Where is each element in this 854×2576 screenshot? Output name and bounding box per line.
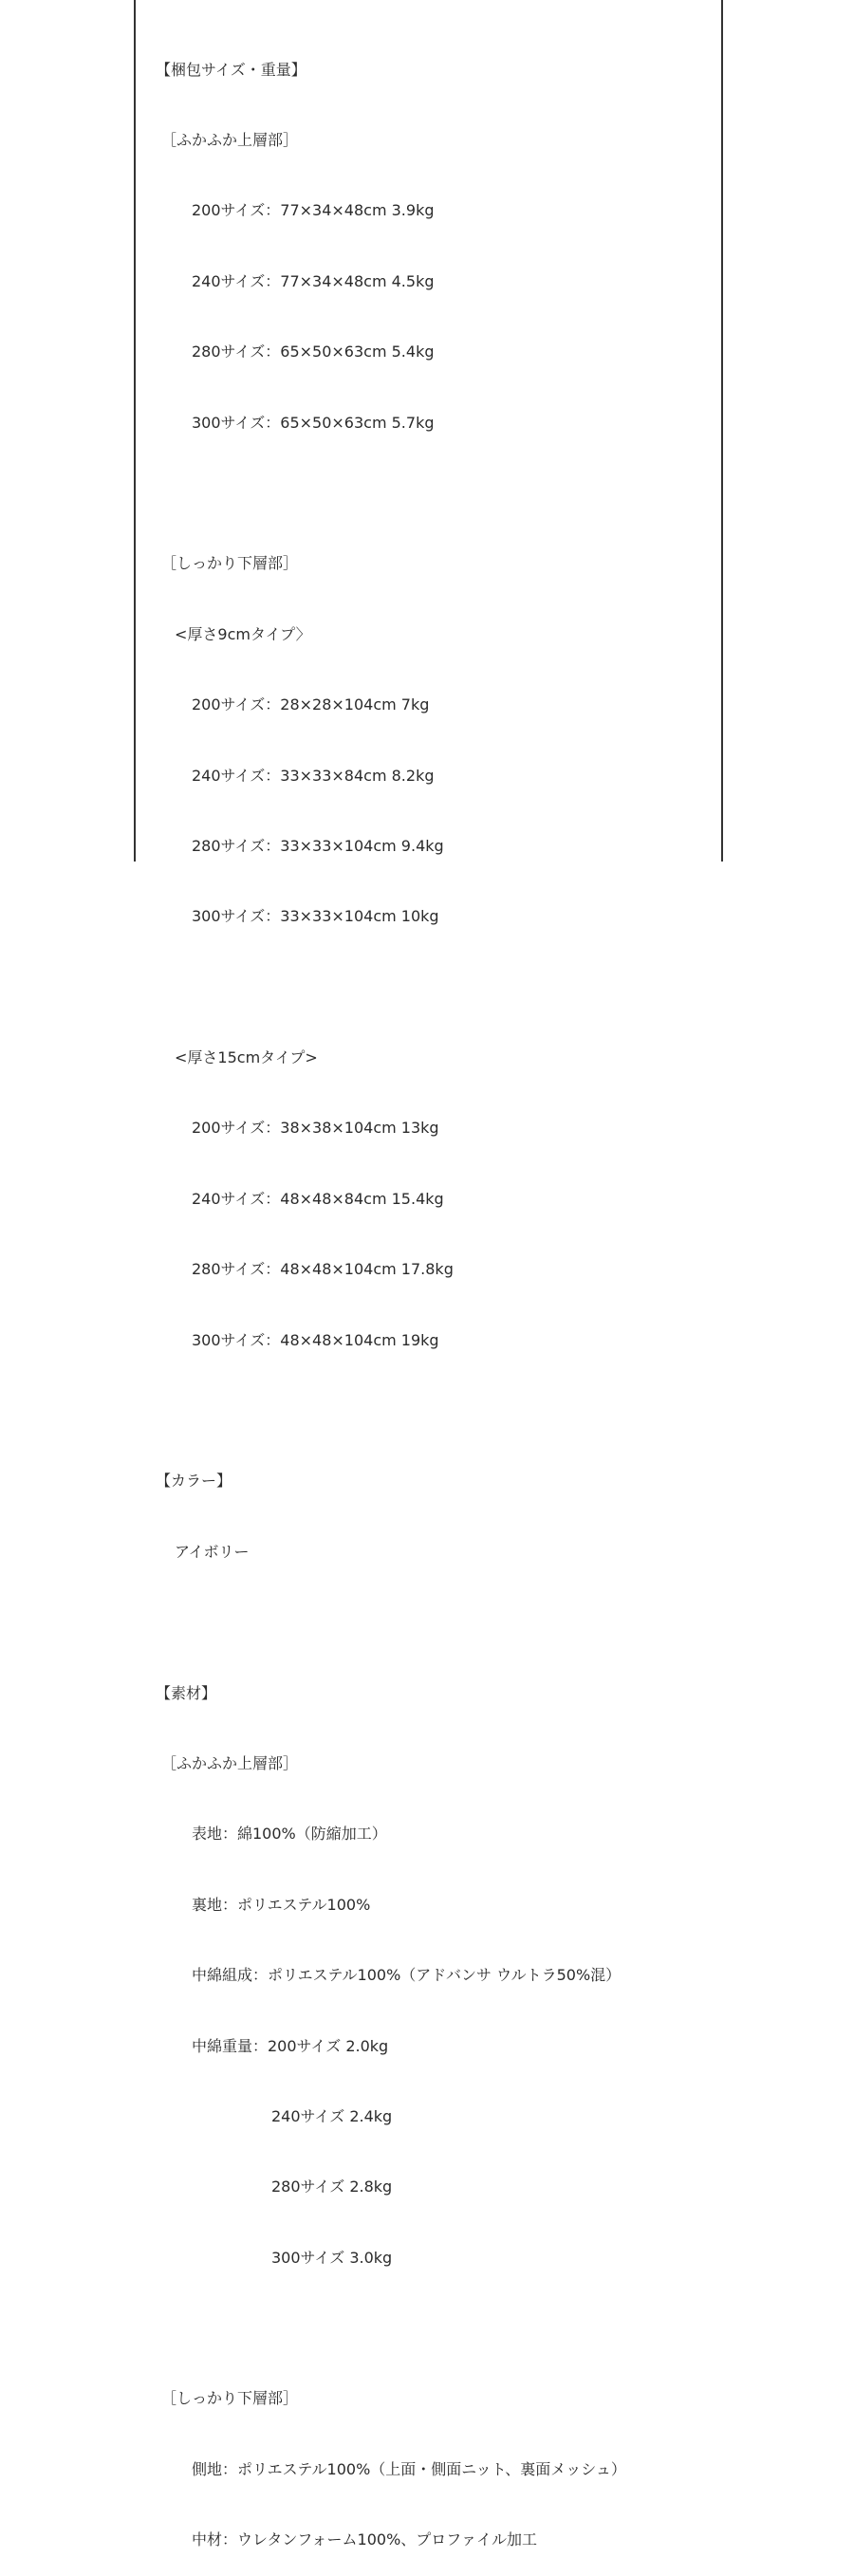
packaging-row: 300サイズ：33×33×104cm 10kg: [192, 907, 439, 926]
surface-fabric: 表地：綿100%（防縮加工）: [192, 1825, 387, 1844]
filling-weight-row: 240サイズ 2.4kg: [271, 2106, 393, 2125]
spacer: [156, 1399, 715, 1423]
color-heading: 【カラー】: [156, 1472, 232, 1491]
packaging-row: 240サイズ：48×48×84cm 15.4kg: [192, 1189, 444, 1208]
packaging-row: 200サイズ：77×34×48cm 3.9kg: [192, 201, 435, 220]
type-9cm-label: <厚さ9cmタイプ〉: [175, 624, 311, 643]
lower-layer-label: ［しっかり下層部］: [161, 554, 299, 573]
packaging-row: 300サイズ：48×48×104cm 19kg: [192, 1330, 439, 1349]
packaging-heading: 【梱包サイズ・重量】: [156, 60, 306, 79]
packaging-row: 240サイズ：77×34×48cm 4.5kg: [192, 271, 435, 290]
upper-layer-label: ［ふかふか上層部］: [161, 1753, 299, 1772]
spacer: [156, 1611, 715, 1635]
packaging-row: 280サイズ：65×50×63cm 5.4kg: [192, 343, 435, 361]
side-fabric: 側地：ポリエステル100%（上面・側面ニット、裏面メッシュ）: [192, 2459, 626, 2478]
type-15cm-label: <厚さ15cmタイプ>: [175, 1048, 318, 1067]
material-heading: 【素材】: [156, 1683, 217, 1702]
back-fabric: 裏地：ポリエステル100%: [192, 1895, 371, 1914]
filling-weight: 中綿重量：200サイズ 2.0kg: [192, 2036, 389, 2055]
packaging-row: 280サイズ：33×33×104cm 9.4kg: [192, 836, 444, 855]
lower-layer-label: ［しっかり下層部］: [161, 2389, 299, 2408]
filling-weight-row: 280サイズ 2.8kg: [271, 2178, 393, 2196]
packaging-row: 200サイズ：28×28×104cm 7kg: [192, 695, 430, 714]
packaging-row: 200サイズ：38×38×104cm 13kg: [192, 1119, 439, 1138]
spec-document: [156, 11, 715, 2576]
filling-composition: 中綿組成：ポリエステル100%（アドバンサ ウルトラ50%混）: [192, 1966, 622, 1985]
color-value: アイボリー: [175, 1542, 250, 1561]
packaging-row: 280サイズ：48×48×104cm 17.8kg: [192, 1260, 454, 1279]
spacer: [156, 976, 715, 1000]
filling-weight-row: 300サイズ 3.0kg: [271, 2248, 393, 2267]
spacer: [156, 2317, 715, 2341]
core-material: 中材：ウレタンフォーム100%、プロファイル加工: [192, 2530, 537, 2549]
packaging-row: 300サイズ：65×50×63cm 5.7kg: [192, 413, 435, 432]
spacer: [156, 482, 715, 506]
upper-layer-label: ［ふかふか上層部］: [161, 130, 299, 149]
packaging-row: 240サイズ：33×33×84cm 8.2kg: [192, 766, 435, 785]
